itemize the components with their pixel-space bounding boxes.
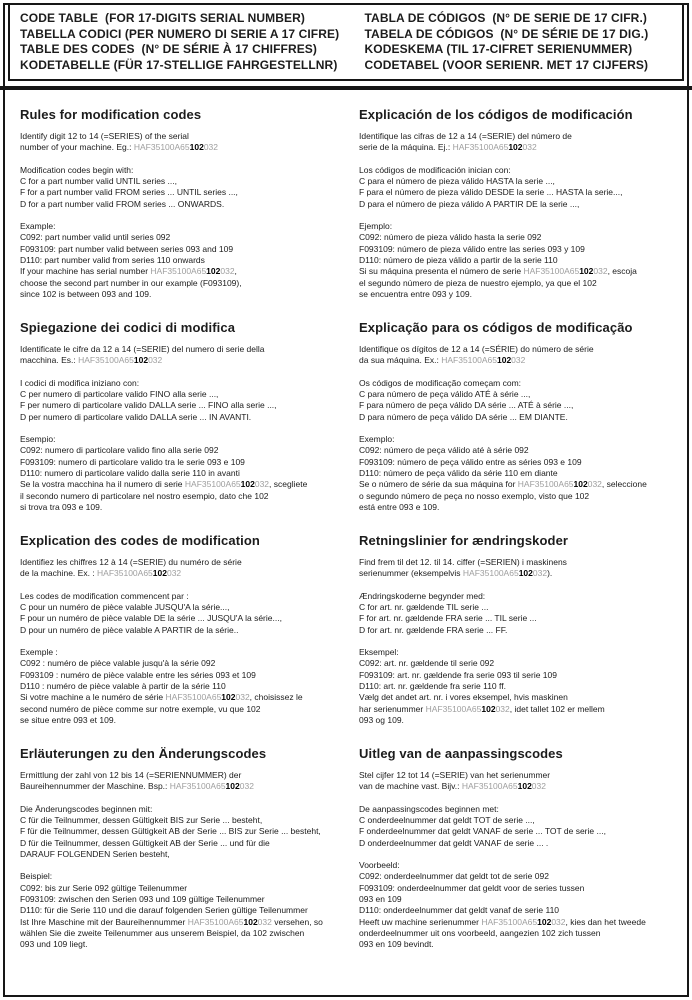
serial-suffix: 032 — [511, 355, 526, 366]
text-line: de la machine. Ex. : HAF35100A65102032 — [20, 568, 182, 579]
text-line: Die Änderungscodes beginnen mit: — [20, 803, 153, 814]
serial-highlight: 102 — [537, 916, 552, 927]
text-line: se situe entre 093 et 109. — [20, 715, 116, 726]
text-line: F pour un numéro de pièce valable DE la série ... JUSQU'A la série..., — [20, 613, 282, 624]
section-title-dutch: Uitleg van de aanpassingscodes — [359, 746, 563, 761]
text-line: F093109: onderdeelnummer dat geldt voor de series tussen — [359, 882, 585, 893]
text-line: Identifiez les chiffres 12 à 14 (=SERIE) du numéro de série — [20, 557, 242, 567]
serial-suffix: 032 — [148, 355, 163, 366]
text-line: está entre 093 e 109. — [359, 502, 440, 513]
serial-suffix: 032 — [257, 916, 272, 927]
text-line: C092 : numéro de pièce valable jusqu'à la série 092 — [20, 658, 216, 669]
text-line: wählen Sie die zweite Teilenummer aus unserem Beispiel, da 102 zwischen — [20, 928, 305, 939]
serial-highlight: 102 — [496, 355, 512, 366]
serial-prefix: HAF35100A65 — [150, 266, 207, 277]
text-line: Identifique las cifras de 12 a 14 (=SERIE) del número de — [359, 131, 572, 141]
text-line: Stel cijfer 12 tot 14 (=SERIE) van het serienummer — [359, 770, 551, 780]
serial-suffix: 032 — [593, 266, 608, 277]
header-title-line: TABLA DE CÓDIGOS (N° DE SERIE DE 17 CIFR.) — [364, 11, 647, 25]
text-line: D110 : numéro de pièce valable à partir de la série 110 — [20, 681, 226, 692]
text-line: F para número de peça válido DA série ... ATÉ à série ..., — [359, 400, 574, 411]
serial-suffix: 032 — [220, 266, 235, 277]
text-line: C for art. nr. gældende TIL serie ... — [359, 602, 489, 613]
text-line: el segundo número de pieza de nuestro ejemplo, ya que el 102 — [359, 277, 597, 288]
serial-highlight: 102 — [243, 916, 258, 927]
serial-highlight: 102 — [518, 568, 533, 579]
serial-highlight: 102 — [481, 703, 496, 714]
text-line: second numéro de pièce comme sur notre exemple, vu que 102 — [20, 703, 261, 714]
serial-prefix: HAF35100A65 — [78, 355, 134, 366]
text-line: Heeft uw machine serienummer HAF35100A65102032, kies dan het tweede — [359, 916, 646, 927]
text-line: Eksempel: — [359, 647, 399, 658]
serial-prefix: HAF35100A65 — [523, 266, 580, 277]
header-title-line: CODE TABLE (FOR 17-DIGITS SERIAL NUMBER) — [20, 11, 305, 25]
text-line: D onderdeelnummer dat geldt VANAF de serie ... . — [359, 837, 549, 848]
serial-suffix: 032 — [254, 479, 270, 490]
header-title-line: KODESKEMA (TIL 17-CIFRET SERIENUMMER) — [364, 42, 633, 56]
text-line: se encuentra entre 093 y 109. — [359, 289, 472, 300]
text-line: serienummer (eksempelvis HAF35100A65102032). — [359, 568, 553, 579]
serial-suffix: 032 — [531, 781, 546, 792]
header-title-line: TABELA DE CÓDIGOS (N° DE SÉRIE DE 17 DIG.) — [364, 26, 649, 41]
text-line: D pour un numéro de pièce valable A PARTIR de la série.. — [20, 624, 239, 635]
text-line: F para el número de pieza válido DESDE la serie ... HASTA la serie..., — [359, 187, 623, 198]
text-line: Voorbeeld: — [359, 860, 400, 871]
serial-highlight: 102 — [240, 479, 255, 490]
serial-suffix: 032 — [551, 916, 566, 927]
text-line: D for a part number valid FROM series ... ONWARDS. — [20, 198, 225, 209]
text-line: D110: für die Serie 110 und die darauf folgenden Serien gültige Teilenummer — [20, 905, 308, 916]
serial-highlight: 102 — [579, 266, 594, 277]
serial-prefix: HAF35100A65 — [133, 142, 190, 153]
text-line: C092: numero di particolare valido fino alla serie 092 — [20, 445, 219, 456]
serial-highlight: 102 — [573, 479, 588, 490]
text-line: Modification codes begin with: — [20, 164, 134, 175]
text-line: Si votre machine a le numéro de série HAF35100A65102032, choisissez le — [20, 692, 303, 703]
text-line: Exemplo: — [359, 434, 395, 445]
text-line: C092: part number valid until series 092 — [20, 232, 171, 243]
text-line: choose the second part number in our example (F093109), — [20, 277, 242, 288]
text-line: Example: — [20, 221, 56, 232]
text-line: D für die Teilnummer, dessen Gültigkeit AB der Serie ... und für die — [20, 837, 270, 848]
text-line: F for art. nr. gældende FRA serie ... TIL serie ... — [359, 613, 537, 624]
serial-suffix: 032 — [522, 142, 537, 153]
header-title-line: TABELLA CODICI (PER NUMERO DI SERIE A 17 CIFRE) — [20, 26, 340, 41]
serial-prefix: HAF35100A65 — [97, 568, 153, 579]
text-line: F onderdeelnummer dat geldt VANAF de serie ... TOT de serie ..., — [359, 826, 606, 837]
header-title-line: KODETABELLE (FÜR 17-STELLIGE FAHRGESTELLNR) — [20, 57, 338, 72]
text-line: F für die Teilnummer, dessen Gültigkeit AB der Serie ... BIS zur Serie ... besteht, — [20, 826, 321, 837]
text-line: C092: número de peça válido até à série 092 — [359, 445, 529, 456]
text-line: onderdeelnummer uit ons voorbeeld, aangezien 102 zich tussen — [359, 928, 601, 939]
text-line: D110: part number valid from series 110 onwards — [20, 255, 205, 266]
text-line: F093109: zwischen den Serien 093 und 109 gültige Teilenummer — [20, 894, 265, 905]
text-line: C para el número de pieza válido HASTA la serie ..., — [359, 176, 555, 187]
text-line: F093109 : numéro de pièce valable entre les séries 093 et 109 — [20, 669, 256, 680]
text-line: Os códigos de modificação começam com: — [359, 377, 522, 388]
text-line: Se la vostra macchina ha il numero di serie HAF35100A65102032, scegliete — [20, 479, 308, 490]
serial-prefix: HAF35100A65 — [425, 703, 482, 714]
text-line: har serienummer HAF35100A65102032, idet tallet 102 er mellem — [359, 703, 605, 714]
serial-prefix: HAF35100A65 — [165, 692, 222, 703]
text-line: D110: numero di particolare valido dalla serie 110 in avanti — [20, 468, 240, 479]
text-line: C para número de peça válido ATÉ à série ..., — [359, 389, 531, 400]
text-line: 093 und 109 liegt. — [20, 939, 88, 950]
text-line: If your machine has serial number HAF35100A65102032, — [20, 266, 237, 277]
header-title-line: TABLE DES CODES (N° DE SÉRIE À 17 CHIFFRES) — [20, 42, 318, 56]
text-line: F093109: art. nr. gældende fra serie 093 til serie 109 — [359, 669, 557, 680]
text-line: 093 og 109. — [359, 715, 404, 726]
text-line: C onderdeelnummer dat geldt TOT de serie ..., — [359, 815, 535, 826]
text-line: I codici di modifica iniziano con: — [20, 377, 140, 388]
text-line: C pour un numéro de pièce valable JUSQU'A la série..., — [20, 602, 230, 613]
text-line: serie de la máquina. Ej.: HAF35100A65102032 — [359, 142, 537, 153]
text-line: D110: número de peça válido da série 110 em diante — [359, 468, 558, 479]
text-line: Identifique os dígitos de 12 a 14 (=SÉRIE) do número de série — [359, 344, 594, 354]
serial-highlight: 102 — [508, 142, 523, 153]
text-line: Esempio: — [20, 434, 56, 445]
section-title-french: Explication des codes de modification — [20, 533, 260, 548]
text-line: C092: bis zur Serie 092 gültige Teilenummer — [20, 882, 188, 893]
text-line: Ist Ihre Maschine mit der Baureihennummer HAF35100A65102032 versehen, so — [20, 916, 323, 927]
section-title-english: Rules for modification codes — [20, 107, 202, 122]
serial-prefix: HAF35100A65 — [169, 781, 226, 792]
text-line: Exemple : — [20, 647, 58, 658]
text-line: F093109: número de peça válido entre as séries 093 e 109 — [359, 456, 582, 467]
text-line: Beispiel: — [20, 871, 53, 882]
section-title-italian: Spiegazione dei codici di modifica — [20, 320, 236, 335]
text-line: Si su máquina presenta el número de serie HAF35100A65102032, escoja — [359, 266, 637, 277]
section-title-portuguese: Explicação para os códigos de modificação — [359, 320, 633, 335]
serial-prefix: HAF35100A65 — [481, 916, 538, 927]
serial-suffix: 032 — [495, 703, 510, 714]
text-line: De aanpassingscodes beginnen met: — [359, 803, 499, 814]
text-line: C for a part number valid UNTIL series ..., — [20, 176, 177, 187]
text-line: Ermittlung der zahl von 12 bis 14 (=SERIENNUMMER) der — [20, 770, 242, 780]
serial-suffix: 032 — [235, 692, 250, 703]
section-title-spanish: Explicación de los códigos de modificación — [359, 107, 633, 122]
text-line: D para número de peça válido DA série ... EM DIANTE. — [359, 411, 568, 422]
serial-prefix: HAF35100A65 — [462, 568, 519, 579]
text-line: D110: art. nr. gældende fra serie 110 ff. — [359, 681, 506, 692]
text-line: da sua máquina. Ex.: HAF35100A65102032 — [359, 355, 526, 366]
text-line: DARAUF FOLGENDEN Serien besteht, — [20, 849, 170, 860]
text-line: 093 en 109 — [359, 894, 402, 905]
text-line: D for art. nr. gældende FRA serie ... FF. — [359, 624, 508, 635]
text-line: Ændringskoderne begynder med: — [359, 590, 486, 601]
text-line: Baureihennummer der Maschine. Bsp.: HAF35100A65102032 — [20, 781, 254, 792]
text-line: Los códigos de modificación inician con: — [359, 164, 511, 175]
page-border — [3, 3, 689, 997]
serial-highlight: 102 — [517, 781, 532, 792]
text-line: Identify digit 12 to 14 (=SERIES) of the serial — [20, 131, 189, 141]
text-line: C092: número de pieza válido hasta la serie 092 — [359, 232, 542, 243]
serial-highlight: 102 — [189, 142, 204, 153]
serial-highlight: 102 — [152, 568, 167, 579]
serial-prefix: HAF35100A65 — [187, 916, 244, 927]
text-line: C per numero di particolare valido FINO alla serie ..., — [20, 389, 219, 400]
serial-prefix: HAF35100A65 — [441, 355, 497, 366]
serial-suffix: 032 — [239, 781, 254, 792]
serial-highlight: 102 — [206, 266, 221, 277]
text-line: number of your machine. Eg.: HAF35100A65102032 — [20, 142, 219, 153]
section-title-danish: Retningslinier for ændringskoder — [359, 533, 569, 548]
text-line: since 102 is between 093 and 109. — [20, 289, 152, 300]
text-line: Se o número de série da sua máquina for HAF35100A65102032, seleccione — [359, 479, 647, 490]
text-line: D110: número de pieza válido a partir de la serie 110 — [359, 255, 558, 266]
header-title-line: CODETABEL (VOOR SERIENR. MET 17 CIJFERS) — [364, 57, 649, 72]
text-line: van de machine vast. Bijv.: HAF35100A65102032 — [359, 781, 546, 792]
text-line: F per numero di particolare valido DALLA serie ... FINO alla serie ..., — [20, 400, 277, 411]
serial-suffix: 032 — [587, 479, 602, 490]
text-line: si trova tra 093 e 109. — [20, 502, 103, 513]
serial-suffix: 032 — [166, 568, 182, 579]
text-line: 093 en 109 bevindt. — [359, 939, 434, 950]
text-line: F093109: número de pieza válido entre las series 093 y 109 — [359, 243, 585, 254]
text-line: o segundo número de peça no nosso exemplo, visto que 102 — [359, 490, 590, 501]
text-line: D110: onderdeelnummer dat geldt vanaf de serie 110 — [359, 905, 560, 916]
text-line: Les codes de modification commencent par : — [20, 590, 189, 601]
serial-prefix: HAF35100A65 — [461, 781, 518, 792]
text-line: C092: art. nr. gældende til serie 092 — [359, 658, 495, 669]
text-line: Identificate le cifre da 12 a 14 (=SERIE) del numero di serie della — [20, 344, 265, 354]
text-line: C092: onderdeelnummer dat geldt tot de serie 092 — [359, 871, 549, 882]
text-line: Ejemplo: — [359, 221, 393, 232]
text-line: Find frem til det 12. til 14. ciffer (=SERIEN) i maskinens — [359, 557, 567, 567]
serial-highlight: 102 — [225, 781, 240, 792]
serial-suffix: 032 — [532, 568, 548, 579]
text-line: D per numero di particolare valido DALLA serie ... IN AVANTI. — [20, 411, 252, 422]
text-line: D para el número de pieza válido A PARTIR DE la serie ..., — [359, 198, 580, 209]
text-line: C für die Teilnummer, dessen Gültigkeit BIS zur Serie ... besteht, — [20, 815, 263, 826]
serial-highlight: 102 — [133, 355, 149, 366]
text-line: Vælg det andet art. nr. i vores eksempel, hvis maskinen — [359, 692, 568, 703]
serial-prefix: HAF35100A65 — [517, 479, 574, 490]
text-line: F093109: part number valid between series 093 and 109 — [20, 243, 234, 254]
serial-prefix: HAF35100A65 — [452, 142, 509, 153]
text-line: F093109: numero di particolare valido tra le serie 093 e 109 — [20, 456, 245, 467]
serial-highlight: 102 — [221, 692, 236, 703]
text-line: F for a part number valid FROM series ... UNTIL series ..., — [20, 187, 238, 198]
text-line: il secondo numero di particolare nel nostro esempio, dato che 102 — [20, 490, 269, 501]
section-title-german: Erläuterungen zu den Änderungscodes — [20, 746, 267, 761]
serial-prefix: HAF35100A65 — [184, 479, 241, 490]
text-line: macchina. Es.: HAF35100A65102032 — [20, 355, 163, 366]
serial-suffix: 032 — [203, 142, 219, 153]
